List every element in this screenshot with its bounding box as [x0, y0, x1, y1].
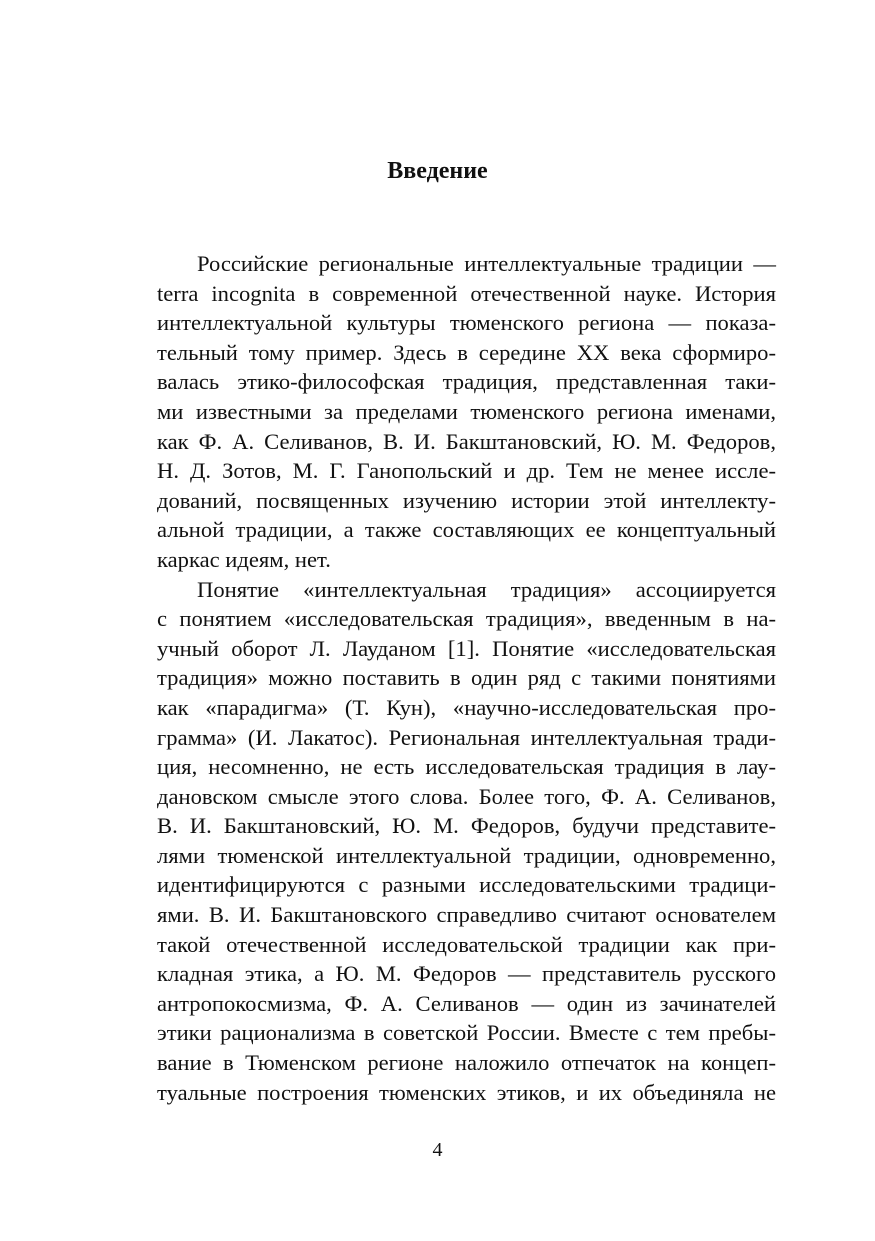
text-line: антропокосмизма, Ф. А. Селиванов — один из зачинателей — [157, 990, 776, 1016]
text-line: грамма» (И. Лакатос). Региональная интеллектуальная тради- — [157, 724, 776, 750]
text-line: валась этико-философская традиция, представленная таки- — [157, 369, 776, 395]
text-line: как «парадигма» (Т. Кун), «научно-исследовательская про- — [157, 694, 776, 720]
text-line: Российские региональные интеллектуальные традиции — — [197, 251, 776, 276]
text-line: ями. В. И. Бакштановского справедливо считают основателем — [157, 902, 776, 928]
page-title: Введение — [387, 158, 488, 184]
text-line: с понятием «исследовательская традиция», введенным в на- — [157, 606, 776, 632]
body-text — [117, 249, 776, 1107]
text-line: вание в Тюменском регионе наложило отпечаток на концеп- — [157, 1050, 776, 1076]
text-line: традиция» можно поставить в один ряд с такими понятиями — [157, 665, 776, 691]
paragraph-1 — [117, 249, 776, 575]
text-line: учный оборот Л. Лауданом [1]. Понятие «исследовательская — [157, 635, 776, 661]
text-line: альной традиции, а также составляющих ее концептуальный — [157, 517, 776, 543]
paragraph-2 — [117, 575, 776, 1108]
text-line: дований, посвященных изучению истории этой интеллекту- — [157, 487, 776, 513]
text-line: идентифицируются с разными исследовательскими традици- — [157, 872, 776, 898]
text-line: Н. Д. Зотов, М. Г. Ганопольский и др. Тем не менее иссле- — [157, 458, 776, 484]
text-line: тельный тому пример. Здесь в середине XX века сформиро- — [157, 339, 776, 365]
text-line: лями тюменской интеллектуальной традиции, одновременно, — [157, 842, 776, 868]
text-line: В. И. Бакштановский, Ю. М. Федоров, будучи представите- — [157, 813, 776, 839]
text-line: дановском смысле этого слова. Более того, Ф. А. Селиванов, — [157, 783, 776, 809]
text-line: туальные построения тюменских этиков, и их объединяла не — [157, 1079, 776, 1105]
text-line: terra incognita в современной отечественной науке. История — [157, 280, 776, 306]
text-line: ция, несомненно, не есть исследовательская традиция в лау- — [157, 754, 776, 780]
text-line: ми известными за пределами тюменского региона именами, — [157, 398, 776, 424]
text-line: каркас идеям, нет. — [157, 546, 331, 572]
text-line: кладная этика, а Ю. М. Федоров — представитель русского — [157, 961, 776, 987]
text-line: Понятие «интеллектуальная традиция» ассоциируется — [197, 576, 776, 602]
text-line: этики рационализма в советской России. Вместе с тем пребы- — [157, 1020, 776, 1046]
text-line: такой отечественной исследовательской традиции как при- — [157, 931, 776, 957]
text-line: как Ф. А. Селиванов, В. И. Бакштановский, Ю. М. Федоров, — [157, 428, 776, 454]
page-number: 4 — [432, 1139, 443, 1161]
text-line: интеллектуальной культуры тюменского региона — показа- — [157, 310, 776, 336]
